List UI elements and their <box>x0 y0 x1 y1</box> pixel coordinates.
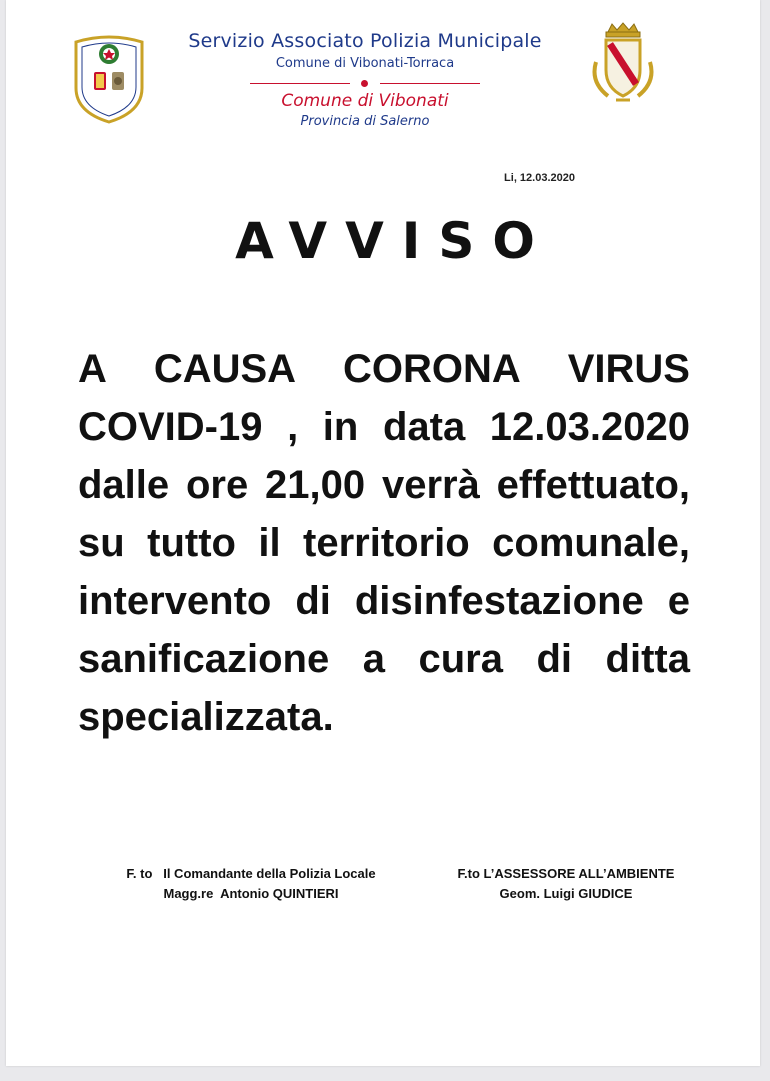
signature-assessor <box>438 864 694 904</box>
letterhead-comune: Comune di Vibonati <box>281 91 449 111</box>
letterhead-municipalities: Comune di Vibonati-Torraca <box>275 56 455 71</box>
letterhead-provincia: Provincia di Salerno <box>300 114 430 129</box>
municipal-crest-icon <box>588 22 658 106</box>
signature-commander-name: Magg.re Antonio QUINTIERI <box>163 886 339 901</box>
police-badge-icon <box>70 32 148 124</box>
signature-commander-role: F. to Il Comandante della Polizia Locale <box>126 866 376 881</box>
notice-body: A CAUSA CORONA VIRUS COVID-19 , in data 12.03.2020 dalle ore 21,00 verrà effettuato, su tutto il territorio comunale, intervento di disinfestazione e sanificazione a cura di ditta specializzata. <box>78 347 690 739</box>
signature-commander <box>96 864 406 904</box>
signature-assessor-name: Geom. Luigi GIUDICE <box>499 886 633 901</box>
letterhead-divider <box>250 79 480 89</box>
notice-date: Li, 12.03.2020 <box>504 172 575 184</box>
notice-title: AVVISO <box>235 212 553 270</box>
signature-assessor-role: F.to L’ASSESSORE ALL’AMBIENTE <box>457 866 675 881</box>
letterhead-service: Servizio Associato Polizia Municipale <box>188 30 542 52</box>
letterhead <box>160 30 570 129</box>
